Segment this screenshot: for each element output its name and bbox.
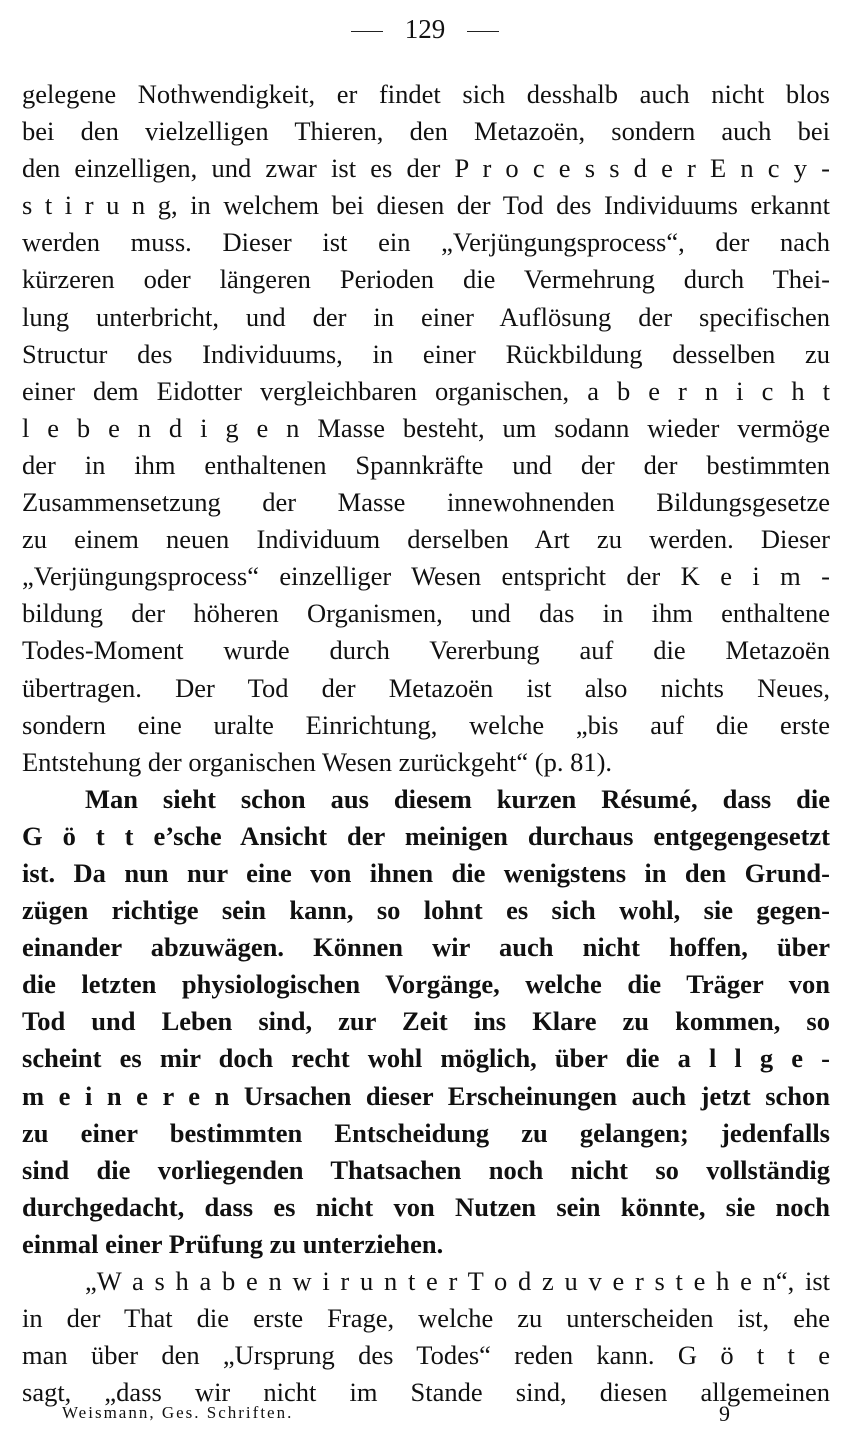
text-line: gelegene Nothwendigkeit, er findet sich desshalb auch nicht blos bbox=[22, 79, 830, 109]
body-text bbox=[22, 76, 830, 1411]
text-line: m e i n e r e n Ursachen dieser Erscheinungen auch jetzt schon bbox=[22, 1080, 830, 1111]
text-line: einmal einer Prüfung zu unterziehen. bbox=[22, 1228, 444, 1259]
header-dash-right bbox=[467, 31, 499, 32]
header-dash-left bbox=[351, 31, 383, 32]
page-footer bbox=[62, 1401, 730, 1426]
text-line: Todes-Moment wurde durch Vererbung auf die Metazoën bbox=[22, 635, 830, 666]
text-line: l e b e n d i g e n Masse besteht, um sodann wieder vermöge bbox=[22, 412, 830, 443]
text-line: „W a s h a b e n w i r u n t e r T o d z u v e r s t e h e n“, ist bbox=[85, 1266, 830, 1296]
text-line: Entstehung der organischen Wesen zurückgeht“ (p. 81). bbox=[22, 746, 613, 777]
text-line: kürzeren oder längeren Perioden die Vermehrung durch Thei- bbox=[22, 264, 830, 295]
text-line: man über den „Ursprung des Todes“ reden kann. G ö t t e bbox=[22, 1340, 830, 1371]
text-line: einer dem Eidotter vergleichbaren organischen, a b e r n i c h t bbox=[22, 375, 830, 406]
text-line: „Verjüngungsprocess“ einzelliger Wesen entspricht der K e i m - bbox=[22, 561, 830, 592]
footer-signature: 9 bbox=[719, 1401, 730, 1426]
text-line: Tod und Leben sind, zur Zeit ins Klare zu kommen, so bbox=[22, 1006, 830, 1037]
text-line: bei den vielzelligen Thieren, den Metazoën, sondern auch bei bbox=[22, 116, 830, 147]
text-line: scheint es mir doch recht wohl möglich, über die a l l g e - bbox=[22, 1043, 830, 1074]
text-line: werden muss. Dieser ist ein „Verjüngungsprocess“, der nach bbox=[22, 227, 830, 258]
text-line: übertragen. Der Tod der Metazoën ist also nichts Neues, bbox=[22, 672, 830, 703]
text-line: sind die vorliegenden Thatsachen noch nicht so vollständig bbox=[22, 1154, 830, 1185]
text-line: die letzten physiologischen Vorgänge, welche die Träger von bbox=[22, 969, 830, 1000]
text-line: Man sieht schon aus diesem kurzen Résumé, dass die bbox=[85, 783, 830, 814]
text-line: sondern eine uralte Einrichtung, welche „bis auf die erste bbox=[22, 709, 830, 740]
text-line: den einzelligen, und zwar ist es der P r o c e s s d e r E n c y - bbox=[22, 153, 830, 184]
text-line: zu einem neuen Individuum derselben Art zu werden. Dieser bbox=[22, 524, 830, 555]
text-line: ist. Da nun nur eine von ihnen die wenigstens in den Grund- bbox=[22, 857, 830, 888]
text-line: zu einer bestimmten Entscheidung zu gelangen; jedenfalls bbox=[22, 1117, 830, 1148]
text-line: durchgedacht, dass es nicht von Nutzen sein könnte, sie noch bbox=[22, 1191, 830, 1222]
footer-author-title: Weismann, Ges. Schriften. bbox=[62, 1403, 294, 1422]
text-line: G ö t t e’sche Ansicht der meinigen durchaus entgegengesetzt bbox=[22, 820, 830, 851]
text-line: in der That die erste Frage, welche zu unterscheiden ist, ehe bbox=[22, 1303, 830, 1334]
text-line: der in ihm enthaltenen Spannkräfte und der der bestimmten bbox=[22, 449, 830, 480]
page-number: 129 bbox=[404, 14, 446, 44]
text-line: Zusammensetzung der Masse innewohnenden Bildungsgesetze bbox=[22, 487, 830, 518]
text-line: zügen richtige sein kann, so lohnt es sich wohl, sie gegen- bbox=[22, 895, 830, 926]
text-line: bildung der höheren Organismen, und das in ihm enthaltene bbox=[22, 598, 830, 629]
text-line: einander abzuwägen. Können wir auch nicht hoffen, über bbox=[22, 932, 830, 963]
text-line: s t i r u n g, in welchem bei diesen der Tod des Individuums erkannt bbox=[22, 190, 830, 221]
page-header bbox=[0, 14, 850, 45]
text-line: sagt, „dass wir nicht im Stande sind, diesen allgemeinen bbox=[22, 1377, 830, 1408]
text-line: lung unterbricht, und der in einer Auflösung der specifischen bbox=[22, 301, 830, 332]
text-line: Structur des Individuums, in einer Rückbildung desselben zu bbox=[22, 338, 830, 369]
